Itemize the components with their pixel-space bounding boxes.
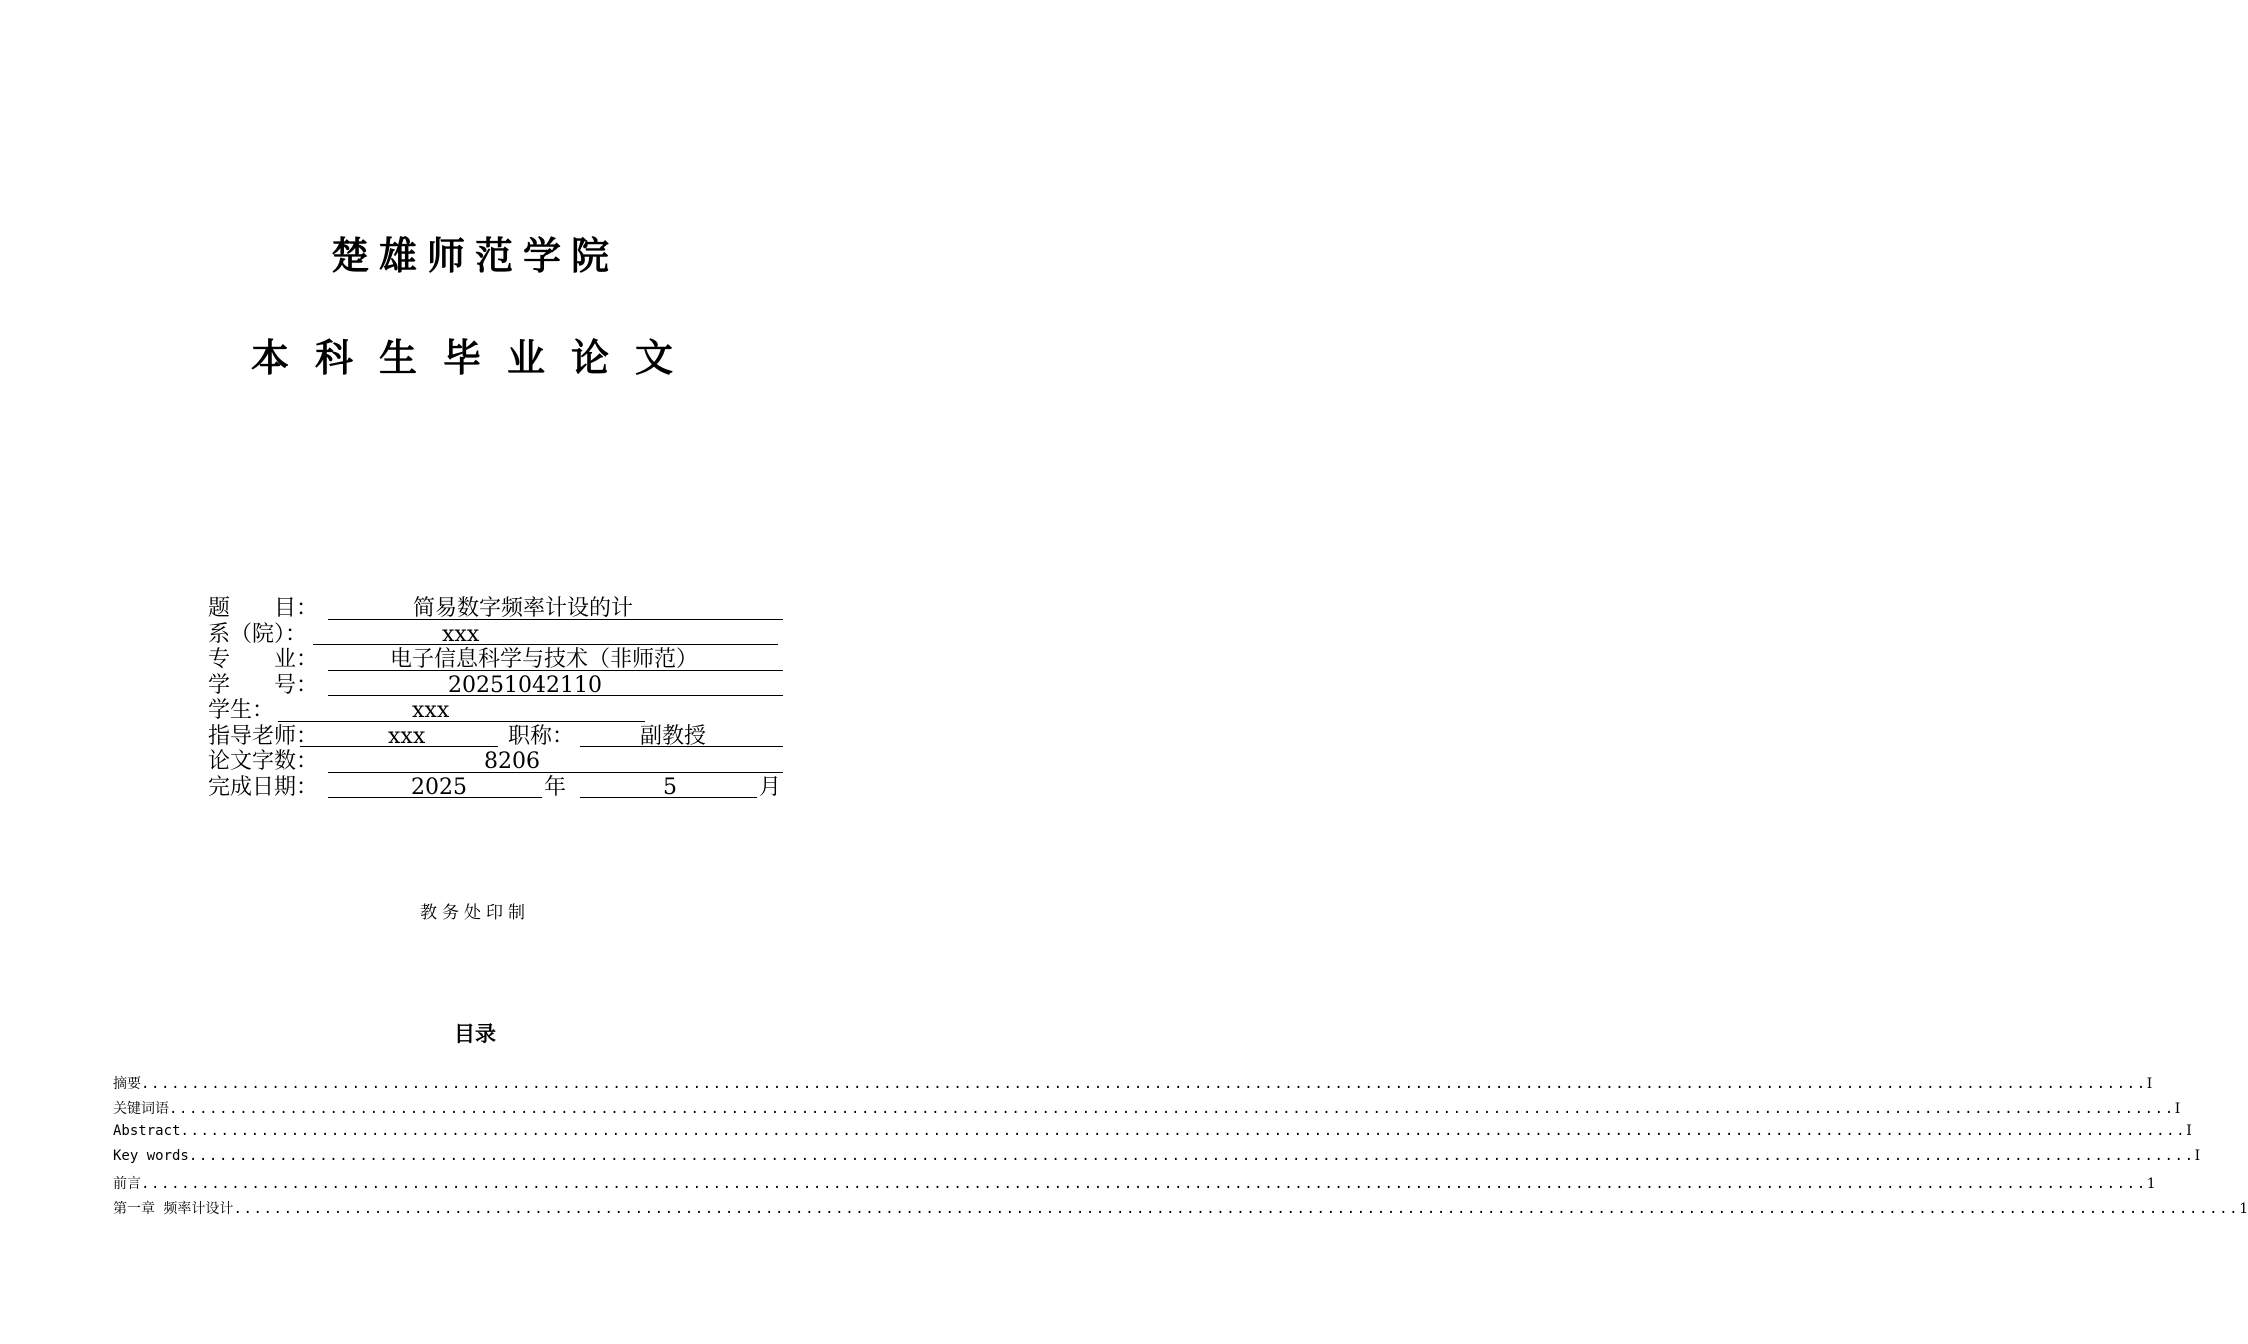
toc-item-label: 前言 (113, 1176, 141, 1192)
toc-item-label: 摘要 (113, 1076, 141, 1092)
year-unit: 年 (544, 774, 567, 800)
toc-item-label: 关键词语 (113, 1101, 169, 1117)
toc-item-label: 第一章 频率计设计 (113, 1201, 234, 1217)
year-value: 2025 (411, 774, 467, 800)
id-row (208, 673, 788, 699)
topic-label: 题 目： (208, 596, 319, 621)
toc-leader-dots: ........................................................................................................................................................................................................ (141, 1176, 2147, 1192)
toc-title: 目录 (454, 1022, 496, 1046)
month-value: 5 (663, 774, 677, 800)
topic-value: 简易数字频率计设的计 (413, 596, 634, 621)
printer-note: 教务处印制 (420, 903, 530, 923)
toc-item[interactable] (113, 1123, 2192, 1148)
month-unit: 月 (759, 774, 782, 800)
school-name: 楚雄师范学院 (330, 234, 619, 278)
major-value: 电子信息科学与技术（非师范） (390, 647, 699, 672)
advisor-value: xxx (388, 723, 426, 749)
topic-row (208, 596, 788, 622)
dept-row (208, 622, 788, 648)
student-underline (278, 721, 645, 722)
student-row (208, 698, 788, 724)
dept-label: 系（院）： (208, 621, 308, 647)
toc-item-label: Abstract (113, 1123, 181, 1139)
toc-item[interactable] (113, 1173, 2156, 1198)
id-label: 学 号： (208, 672, 319, 698)
major-label: 专 业： (208, 647, 319, 672)
toc-item[interactable] (113, 1073, 2153, 1098)
student-label: 学生： (208, 698, 275, 723)
title-value: 副教授 (640, 723, 707, 749)
toc-leader-dots: ........................................................................................................................................................................................................ (180, 1123, 2187, 1139)
toc-leader-dots: ........................................................................................................................................................................................................ (141, 1076, 2147, 1092)
toc-item[interactable] (113, 1148, 2201, 1173)
advisor-row (208, 724, 788, 750)
toc-item[interactable] (113, 1098, 2181, 1123)
toc-item-page: I (2194, 1148, 2201, 1164)
wordcount-label: 论文字数： (208, 749, 319, 774)
wordcount-row (208, 749, 788, 775)
date-row (208, 775, 788, 801)
toc-leader-dots: ........................................................................................................................................................................................................ (233, 1201, 2240, 1217)
toc-leader-dots: ........................................................................................................................................................................................................ (188, 1148, 2195, 1164)
wordcount-value: 8206 (484, 749, 540, 774)
cover-info-form (208, 596, 788, 800)
toc-item-page: I (2174, 1101, 2181, 1117)
date-label: 完成日期： (208, 774, 319, 800)
toc-item-page: 1 (2239, 1201, 2248, 1217)
major-row (208, 647, 788, 673)
dept-value: xxx (442, 621, 480, 647)
dept-underline (313, 644, 778, 645)
toc-item-page: I (2146, 1076, 2153, 1092)
advisor-label: 指导老师： (208, 723, 319, 749)
toc-item-page: I (2186, 1123, 2192, 1139)
wordcount-underline (328, 772, 783, 773)
toc-item[interactable] (113, 1198, 2248, 1223)
student-value: xxx (412, 698, 450, 723)
toc-item-label: Key words (113, 1148, 189, 1164)
toc-leader-dots: ........................................................................................................................................................................................................ (169, 1101, 2175, 1117)
toc-list (113, 1073, 2248, 1223)
title-label: 职称： (508, 723, 575, 749)
thesis-type: 本科生毕业论文 (250, 336, 699, 380)
id-value: 20251042110 (448, 672, 602, 698)
toc-item-page: 1 (2146, 1176, 2156, 1192)
